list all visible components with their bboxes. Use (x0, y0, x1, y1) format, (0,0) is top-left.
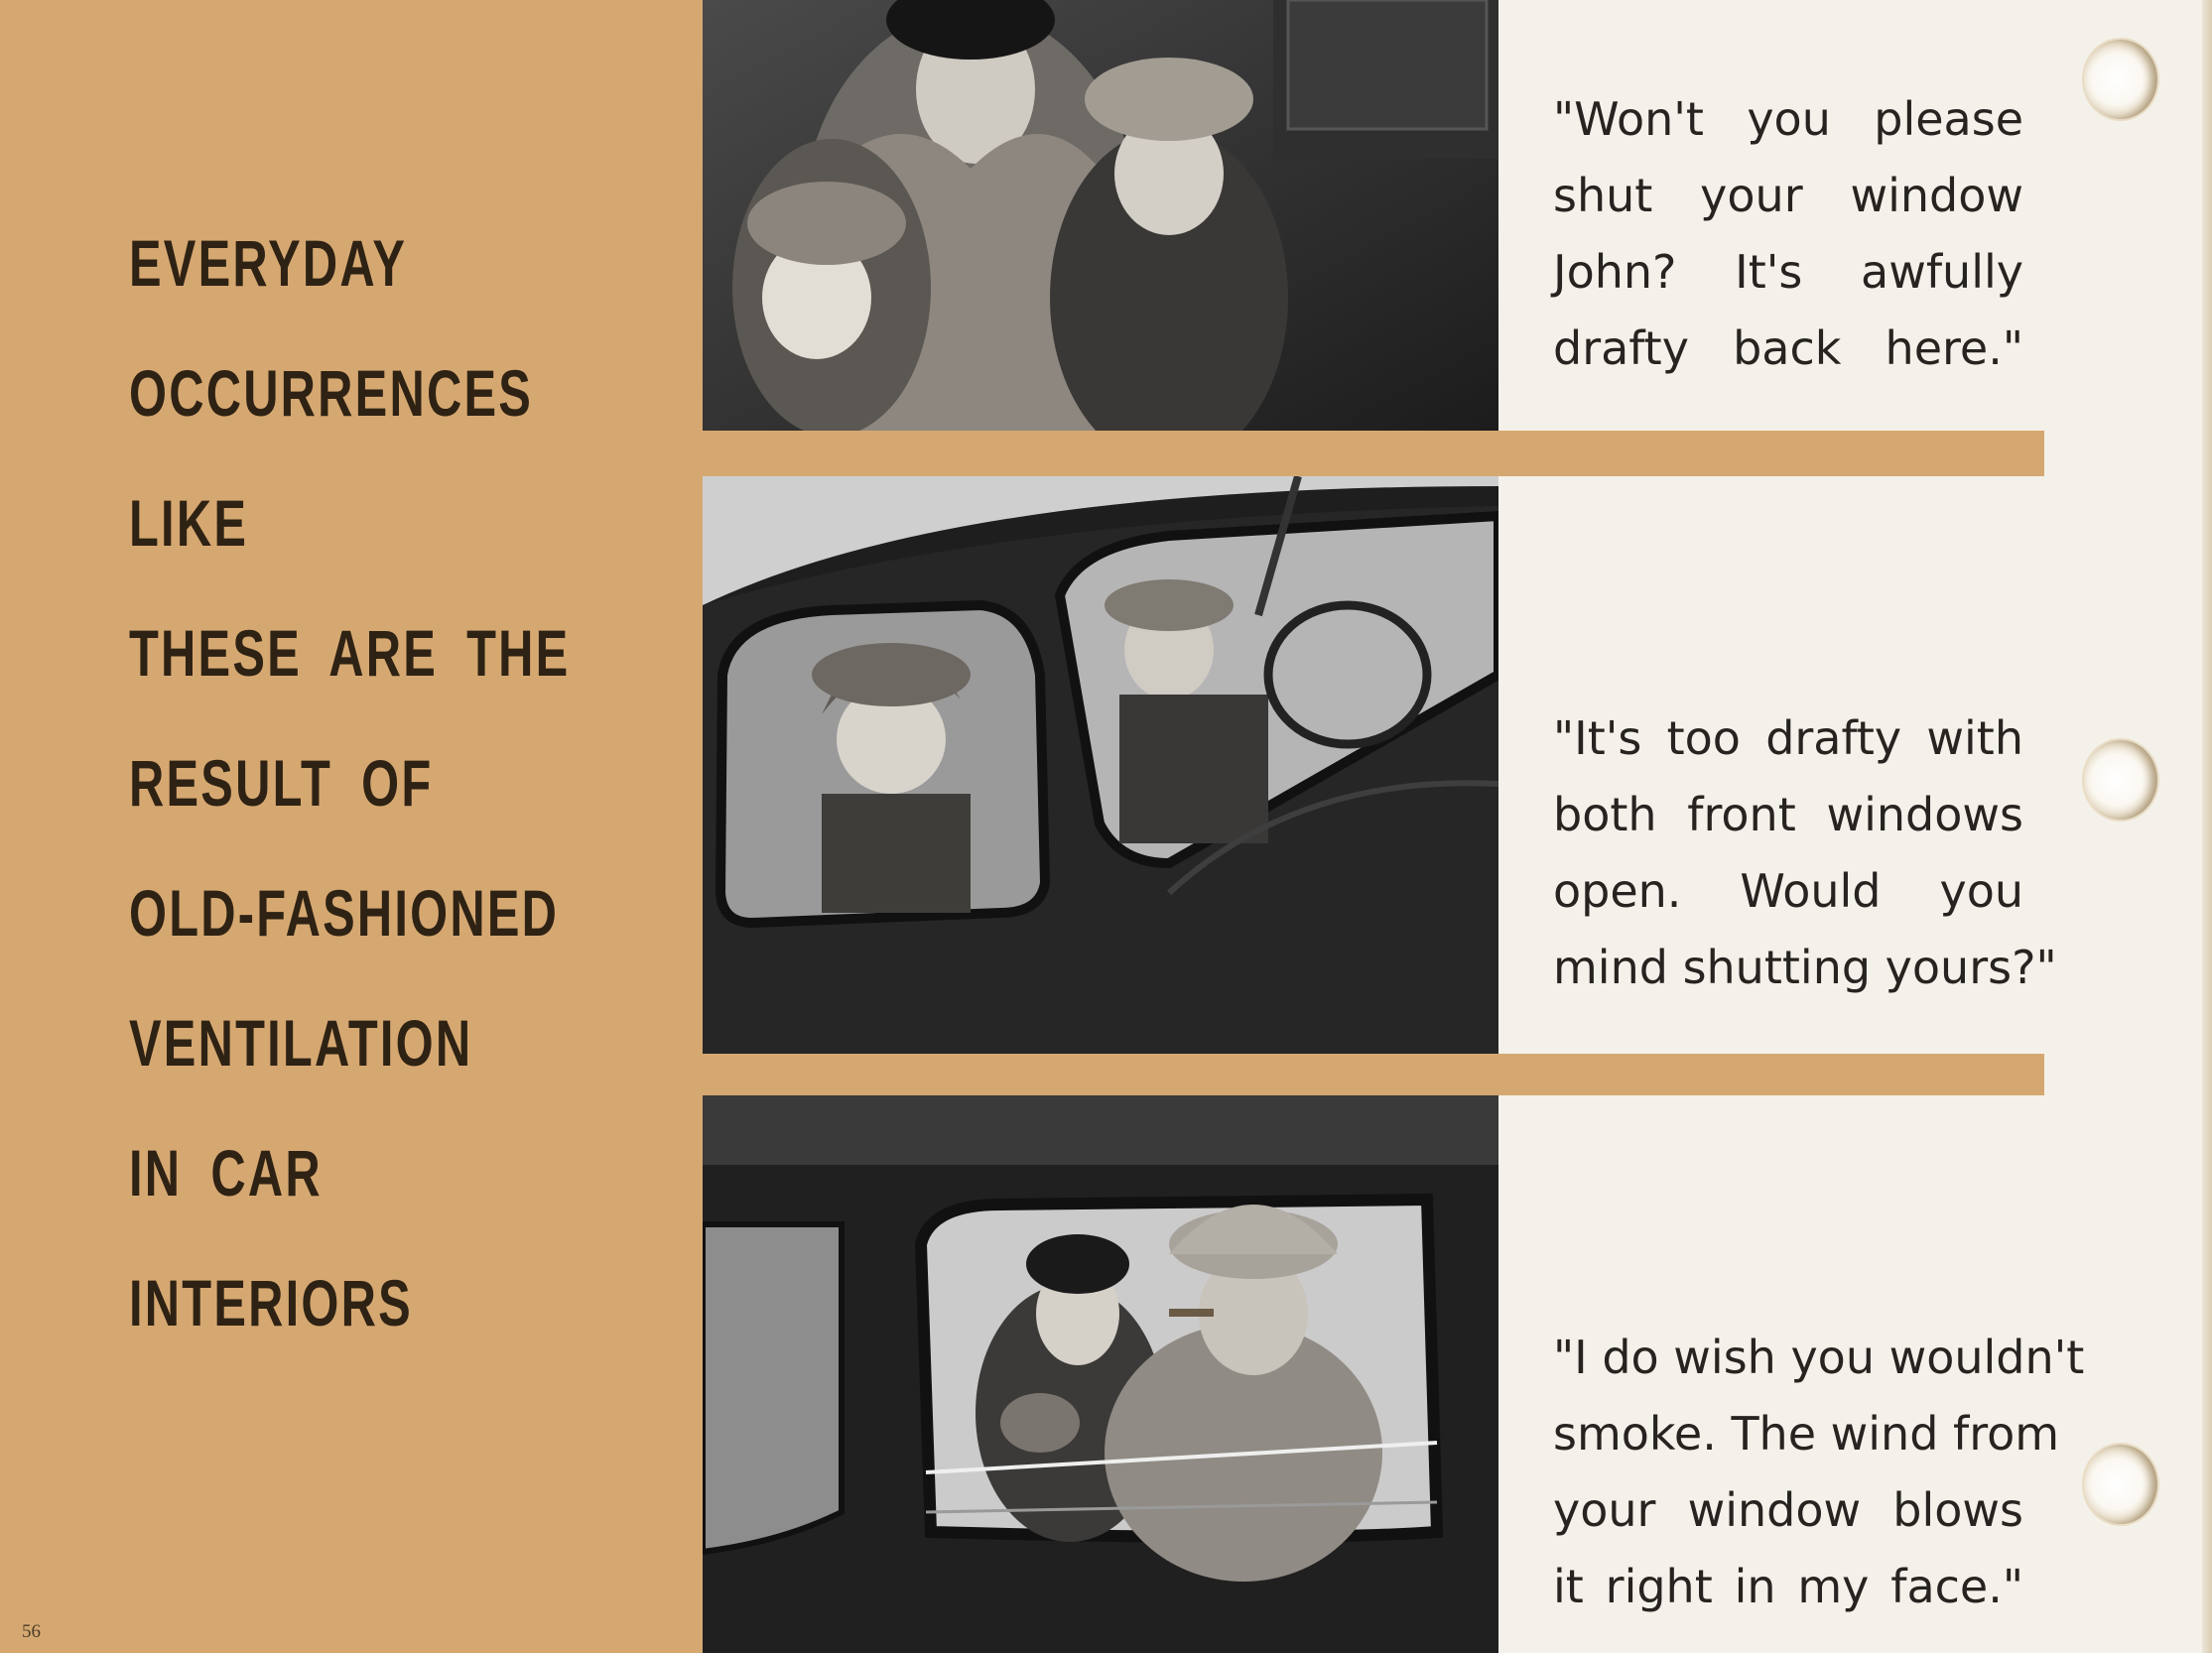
headline-panel (0, 0, 703, 1653)
headline-line: EVERYDAY (129, 226, 408, 300)
caption-line: your window blows (1553, 1483, 2023, 1537)
headline-line: OCCURRENCES (129, 356, 534, 430)
headline-line: INTERIORS (129, 1266, 413, 1339)
caption-line: "It's too drafty with (1553, 711, 2023, 765)
caption-1 (1553, 81, 2023, 387)
page-edge (2202, 0, 2212, 1653)
caption-3 (1553, 1320, 2085, 1625)
headline-line: OLD-FASHIONED (129, 876, 560, 950)
divider-band (703, 431, 2044, 476)
photo-mother-and-children (703, 0, 1498, 431)
headline-line: THESE ARE THE (129, 616, 571, 690)
headline (129, 198, 725, 1368)
caption-line: mind shutting yours?" (1553, 941, 2057, 994)
divider-band (703, 1054, 2044, 1095)
binder-hole (2084, 740, 2157, 820)
headline-line: RESULT OF (129, 746, 434, 820)
photo-woman-and-smoking-man (703, 1095, 1498, 1653)
caption-line: both front windows (1553, 788, 2023, 841)
caption-line: it right in my face." (1553, 1560, 2023, 1613)
headline-line: IN CAR (129, 1136, 323, 1209)
binder-hole (2084, 40, 2157, 119)
caption-line: "Won't you please (1553, 92, 2023, 146)
caption-line: drafty back here." (1553, 321, 2023, 375)
caption-line: "I do wish you wouldn't (1553, 1331, 2085, 1384)
caption-line: smoke. The wind from (1553, 1407, 2060, 1461)
page-number: 56 (22, 1621, 41, 1642)
photo-two-men-in-car (703, 476, 1498, 1054)
headline-line: VENTILATION (129, 1006, 473, 1080)
caption-line: open. Would you (1553, 864, 2023, 918)
caption-line: shut your window (1553, 169, 2023, 222)
binder-hole (2084, 1445, 2157, 1524)
caption-line: John? It's awfully (1553, 245, 2023, 299)
headline-line: LIKE (129, 486, 249, 560)
caption-2 (1553, 700, 2057, 1006)
